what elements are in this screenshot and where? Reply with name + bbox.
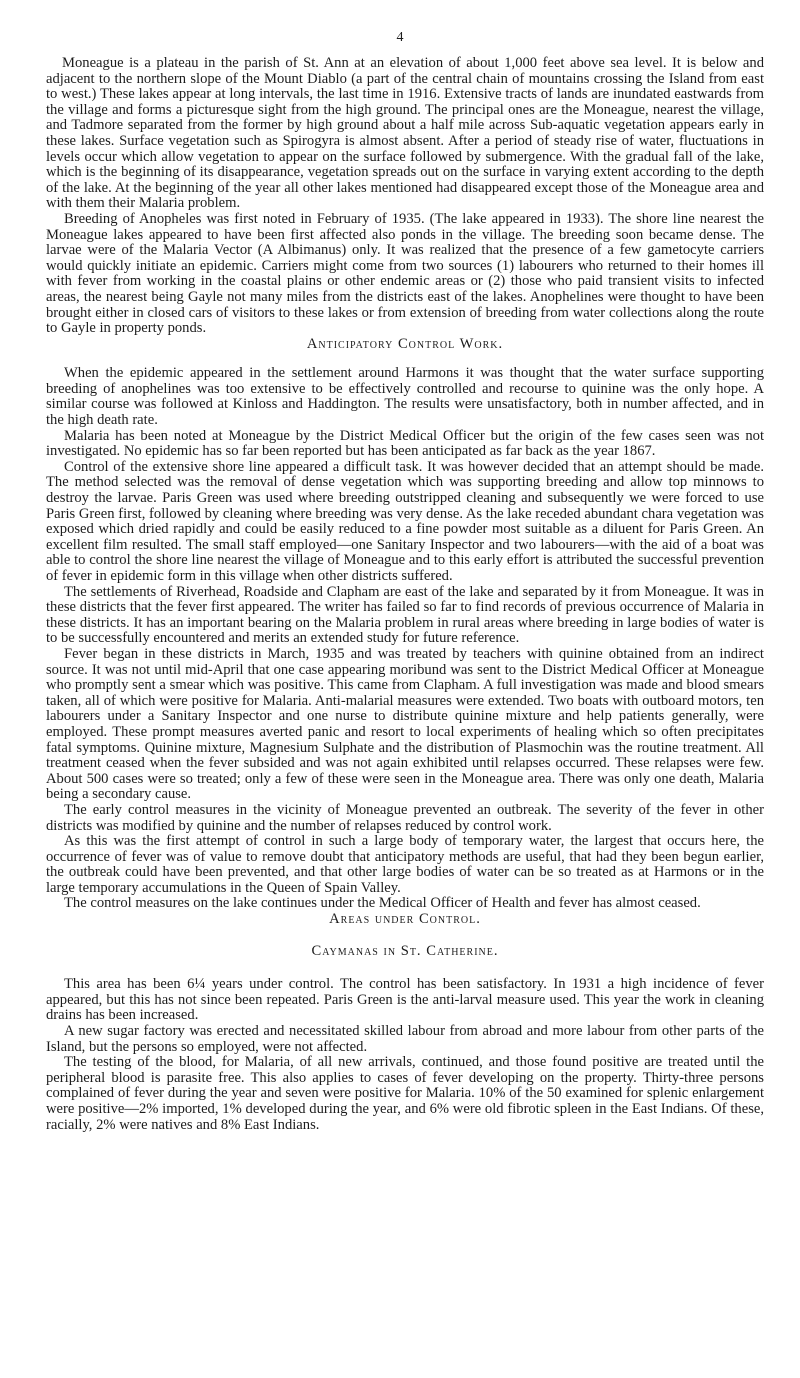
paragraph-fever-march-1935: Fever began in these districts in March, 1935 and was treated by teachers with quinine obtained from an indirect source. It was not until mid-April that one case appearing moribund was sent to the District Medical Officer at Moneague who promptly sent a smear which was positive. This came from Clapham. A full investigation was made and blood smears taken, all of which were positive for Malaria. Anti-malarial measures were extended. Two boats with outboard motors, ten labourers under a Sanitary Inspector and one nurse to distribute quinine mixture and help patients generally, were employed. These prompt measures averted panic and resort to local experiments of healing which so often precipitates fatal symptoms. Quinine mixture, Magnesium Sulphate and the distribution of Plasmochin was the routine treatment. All treatment ceased when the fever subsided and was not again exhibited until relapses occurred. These relapses were few. About 500 cases were so treated; only a few of these were seen in the Moneague area. There was only one death, Malaria being a secondary cause. <box>46 645 764 803</box>
paragraph-caymanas-control: This area has been 6¼ years under control. The control has been satisfactory. In 1931 a high incidence of fever appeared, but this has not since been repeated. Paris Green is the anti-larval measure used. This year the work in cleaning drains has been increased. <box>46 976 764 1024</box>
paragraph-anopheles-breeding: Breeding of Anopheles was first noted in February of 1935. (The lake appeared in 1933). The shore line nearest the Moneague lakes appeared to have been first affected also ponds in the village. The breeding soon became dense. The larvae were of the Malaria Vector (A Albimanus) only. It was realized that the presence of a few gametocyte carriers would quickly initiate an epidemic. Carriers might come from two sources (1) labourers who returned to their homes ill with fever from working in the coastal plains or other endemic areas or (2) those who paid transient visits to infected areas, the nearest being Gayle not many miles from the districts east of the lakes. Anophelines were thought to have been brought either in closed cars of visitors to these lakes or from extension of breeding from water collections along the route to Gayle in property ponds. <box>46 210 764 337</box>
section-heading-areas-under-control: Areas under Control. <box>329 911 481 928</box>
paragraph-harmons-epidemic: When the epidemic appeared in the settlement around Harmons it was thought that the water surface supporting breeding of anophelines was too extensive to be effectively controlled and recourse to quinine was the only hope. A similar course was followed at Kinloss and Haddington. The results were unsatisfactory, both in number affected, and in the high death rate. <box>46 365 764 429</box>
section-heading-anticipatory-control: Anticipatory Control Work. <box>306 335 504 352</box>
paragraph-first-attempt: As this was the first attempt of control in such a large body of temporary water, the largest that occurs here, the occurrence of fever was of value to remove doubt that anticipatory methods are useful, that had they been begun earlier, the outbreak could have been prevented, and that other large bodies of water can be so treated as at Harmons or in the large temporary accumulations in the Queen of Spain Valley. <box>46 833 764 896</box>
paragraph-district-medical-officer: Malaria has been noted at Moneague by the District Medical Officer but the origin of the few cases seen was not investigated. No epidemic has so far been reported but has been anticipated as far back as the year 1867. <box>46 427 764 460</box>
section-heading-caymanas: Caymanas in St. Catherine. <box>311 942 499 959</box>
paragraph-sugar-factory: A new sugar factory was erected and necessitated skilled labour from abroad and more labour from other parts of the Island, but the persons so employed, were not affected. <box>46 1023 764 1055</box>
paragraph-settlements: The settlements of Riverhead, Roadside and Clapham are east of the lake and separated by it from Moneague. It was in these districts that the fever first appeared. The writer has failed so far to find records of previous occurrence of Malaria in these districts. It has an important bearing on the Malaria problem in rural areas where breeding in large bodies of water is to be successfully encountered and merits an extended study for future reference. <box>46 583 764 647</box>
page-number: 4 <box>396 30 404 45</box>
paragraph-early-control: The early control measures in the vicinity of Moneague prevented an outbreak. The severity of the fever in other districts was modified by quinine and the number of relapses reduced by control work. <box>46 801 764 834</box>
document-body <box>46 56 764 1133</box>
paragraph-moneague-plateau: Moneague is a plateau in the parish of St. Ann at an elevation of about 1,000 feet above sea level. It is below and adjacent to the northern slope of the Mount Diablo (a part of the central chain of mountains crossing the Island from east to west.) These lakes appear at long intervals, the last time in 1916. Extensive tracts of lands are inundated eastwards from the village and forms a picturesque sight from the high ground. The principal ones are the Moneague, nearest the village, and Tadmore separated from the former by high ground about a half mile across Sub-aquatic vegetation appears early in these lakes. Surface vegetation such as Spirogyra is almost absent. After a period of steady rise of water, fluctuations in levels occur which allow vegetation to appear on the surface followed by submergence. With the gradual fall of the lake, which is the beginning of its disappearance, vegetation spreads out on the surface in varying extent according to the depth of the lake. At the beginning of the year all other lakes mentioned had disappeared except those of the Moneague area and with them their Malaria problem. <box>46 55 764 212</box>
paragraph-control-continues: The control measures on the lake continues under the Medical Officer of Health and fever has almost ceased. <box>64 895 701 912</box>
paragraph-blood-testing: The testing of the blood, for Malaria, of all new arrivals, continued, and those found positive are treated until the peripheral blood is parasite free. This also applies to cases of fever developing on the property. Thirty-three persons complained of fever during the year and seven were positive for Malaria. 10% of the 50 examined for splenic enlargement were positive—2% imported, 1% developed during the year, and 6% were old fibrotic spleen in the East Indians. Of these, racially, 2% were natives and 8% East Indians. <box>46 1054 764 1133</box>
paragraph-shore-line-control: Control of the extensive shore line appeared a difficult task. It was however decided that an attempt should be made. The method selected was the removal of dense vegetation which was supporting breeding and allow top minnows to destroy the larvae. Paris Green was used where breeding outstripped cleaning and subsequently we were forced to use Paris Green first, followed by cleaning where breeding was very dense. As the lake receded abundant chara vegetation was exposed which dried rapidly and could be easily reduced to a fine powder most suitable as a diluent for Paris Green. An excellent film resulted. The small staff employed—one Sanitary Inspector and two labourers—with the aid of a boat was able to control the shore line nearest the village of Moneague and to this early effort is attributed the successful prevention of fever in epidemic form in this village when other districts suffered. <box>46 458 764 584</box>
